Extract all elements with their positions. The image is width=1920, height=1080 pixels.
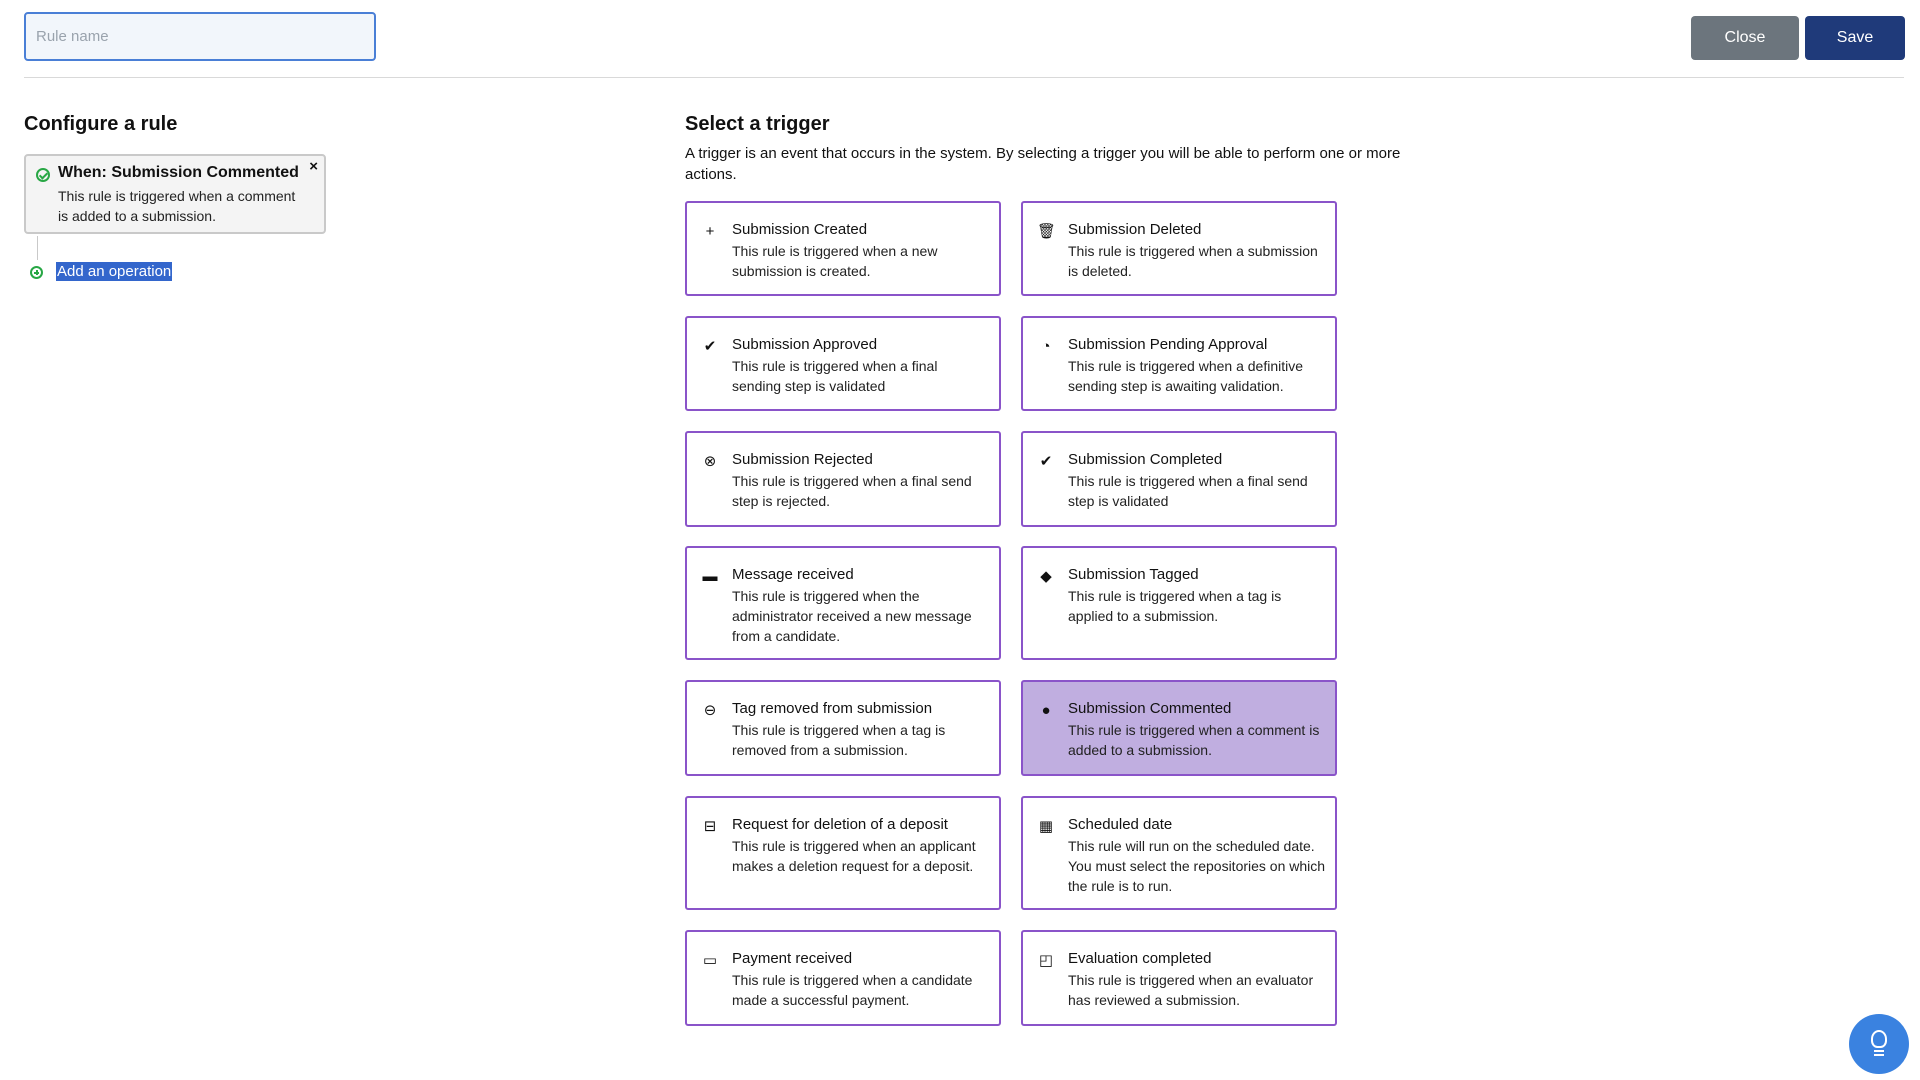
trigger-description: This rule is triggered when an evaluator has reviewed a submission. bbox=[1068, 972, 1314, 1008]
trigger-title: Payment received bbox=[732, 950, 853, 967]
trigger-card[interactable] bbox=[685, 201, 1001, 296]
rule-connector-line bbox=[37, 236, 38, 260]
trigger-description: This rule is triggered when a candidate made a successful payment. bbox=[732, 972, 973, 1008]
tag-icon: ◆ bbox=[1040, 568, 1052, 585]
trigger-card[interactable] bbox=[685, 796, 1001, 910]
trigger-title: Scheduled date bbox=[1068, 816, 1173, 833]
close-icon[interactable]: × bbox=[309, 158, 318, 175]
trash-icon: 🗑 bbox=[1037, 223, 1057, 240]
clock-icon: ◔ bbox=[1041, 338, 1051, 355]
message-icon: ▬ bbox=[702, 568, 718, 585]
selected-trigger-description: This rule is triggered when a comment is added to a submission. bbox=[58, 188, 296, 224]
trigger-description: This rule is triggered when a definitive sending step is awaiting validation. bbox=[1068, 358, 1304, 394]
trigger-title: Evaluation completed bbox=[1068, 950, 1212, 967]
trigger-title: Submission Approved bbox=[732, 336, 878, 353]
trigger-card[interactable] bbox=[1021, 680, 1337, 776]
help-button[interactable] bbox=[1849, 1014, 1909, 1074]
rule-name-input[interactable] bbox=[24, 12, 376, 61]
trigger-title: Submission Tagged bbox=[1068, 566, 1199, 583]
trigger-description: This rule is triggered when a final send step is validated bbox=[1068, 473, 1308, 509]
trigger-description: This rule will run on the scheduled date. You must select the repositories on which the rule is to run. bbox=[1068, 838, 1326, 894]
trigger-description: This rule is triggered when a tag is removed from a submission. bbox=[732, 722, 946, 758]
selected-trigger-title: When: Submission Commented bbox=[58, 164, 299, 181]
trigger-title: Submission Pending Approval bbox=[1068, 336, 1268, 353]
circle-minus-icon: ⊖ bbox=[703, 702, 717, 719]
lightbulb-icon bbox=[1871, 1030, 1887, 1048]
trigger-card[interactable] bbox=[1021, 796, 1337, 910]
configure-rule-title: Configure a rule bbox=[24, 113, 178, 135]
trigger-title: Submission Completed bbox=[1068, 451, 1223, 468]
trigger-title: Submission Deleted bbox=[1068, 221, 1202, 238]
trigger-card[interactable] bbox=[685, 930, 1001, 1026]
trigger-card[interactable] bbox=[1021, 316, 1337, 411]
check-circle-icon bbox=[36, 168, 50, 182]
top-bar bbox=[24, 12, 1904, 78]
trigger-card[interactable] bbox=[1021, 431, 1337, 527]
note-icon: ◰ bbox=[1038, 952, 1054, 969]
calendar-icon: ▦ bbox=[1038, 818, 1054, 835]
trigger-description: This rule is triggered when a new submission is created. bbox=[732, 243, 938, 279]
close-button[interactable]: Close bbox=[1691, 16, 1799, 60]
credit-card-icon: ▭ bbox=[702, 952, 718, 969]
trigger-title: Submission Created bbox=[732, 221, 868, 238]
add-operation-link[interactable]: Add an operation bbox=[57, 263, 172, 280]
double-check-icon: ✔ bbox=[1039, 453, 1053, 470]
square-minus-icon: ⊟ bbox=[703, 818, 717, 835]
trigger-card[interactable] bbox=[685, 680, 1001, 776]
trigger-card[interactable] bbox=[685, 546, 1001, 660]
trigger-description: This rule is triggered when a final send step is rejected. bbox=[732, 473, 972, 509]
trigger-description: This rule is triggered when a final sending step is validated bbox=[732, 358, 938, 394]
trigger-card[interactable] bbox=[685, 431, 1001, 527]
trigger-title: Submission Rejected bbox=[732, 451, 873, 468]
trigger-description: This rule is triggered when a tag is applied to a submission. bbox=[1068, 588, 1282, 624]
trigger-description: This rule is triggered when an applicant makes a deletion request for a deposit. bbox=[732, 838, 976, 874]
trigger-description: This rule is triggered when a comment is added to a submission. bbox=[1068, 722, 1320, 758]
trigger-card[interactable] bbox=[1021, 201, 1337, 296]
comment-icon: ● bbox=[1041, 702, 1051, 719]
select-trigger-title: Select a trigger bbox=[685, 113, 830, 135]
circle-x-icon: ⊗ bbox=[703, 453, 717, 470]
trigger-title: Submission Commented bbox=[1068, 700, 1232, 717]
trigger-title: Request for deletion of a deposit bbox=[732, 816, 948, 833]
trigger-title: Tag removed from submission bbox=[732, 700, 933, 717]
trigger-description: This rule is triggered when the administrator received a new message from a candidate. bbox=[732, 588, 972, 644]
trigger-card[interactable] bbox=[1021, 546, 1337, 660]
selected-trigger-card bbox=[24, 154, 326, 234]
trigger-title: Message received bbox=[732, 566, 854, 583]
trigger-card[interactable] bbox=[685, 316, 1001, 411]
trigger-card[interactable] bbox=[1021, 930, 1337, 1026]
trigger-description: This rule is triggered when a submission is deleted. bbox=[1068, 243, 1318, 279]
save-button[interactable]: Save bbox=[1805, 16, 1905, 60]
plus-circle-icon[interactable] bbox=[30, 266, 43, 279]
double-check-icon: ✔ bbox=[703, 338, 717, 355]
select-trigger-description: A trigger is an event that occurs in the system. By selecting a trigger you will be able to perform one or more actions. bbox=[685, 145, 1401, 183]
plus-icon: + bbox=[705, 223, 715, 240]
